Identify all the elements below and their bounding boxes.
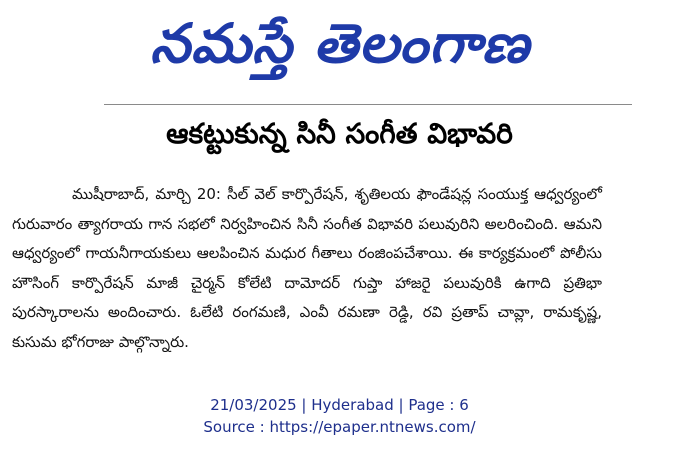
article-body: ముషీరాబాద్, మార్చి 20: సీల్ వెల్ కార్పొరేషన్, శృతిలయ ఫౌండేషన్ల సంయుక్త ఆధ్వర్యంలో గురువారం త్యాగరాయ గాన సభలో నిర్వహించిన సినీ సంగీత విభావరి పలువురిని అలరించింది. ఆమని ఆధ్వర్యంలో గాయనీగాయకులు ఆలపించిన మధుర గీతాలు రంజింపచేశాయి. ఈ కార్యక్రమంలో పోలీసు హౌసింగ్ కార్పొరేషన్ మాజీ చైర్మన్ కోలేటి దామోదర్ గుప్తా హాజరై పలువురికి ఉగాది ప్రతిభా పురస్కారాలను అందించారు. ఓలేటి రంగమణి, ఎంవీ రమణా రెడ్డి, రవి ప్రతాప్ చావ్లా, రామకృష్ణ, కుసుమ భోగరాజు పాల్గొన్నారు. [12, 185, 602, 351]
masthead [0, 0, 679, 92]
edition-info: 21/03/2025 | Hyderabad | Page : 6 [210, 396, 469, 414]
article-headline: ఆకట్టుకున్న సినీ సంగీత విభావరి [166, 117, 513, 150]
source-link[interactable]: Source : https://epaper.ntnews.com/ [203, 418, 476, 436]
source-footer [0, 394, 679, 438]
masthead-divider [104, 104, 632, 105]
masthead-logo: నమస్తే తెలంగాణ [149, 12, 530, 75]
